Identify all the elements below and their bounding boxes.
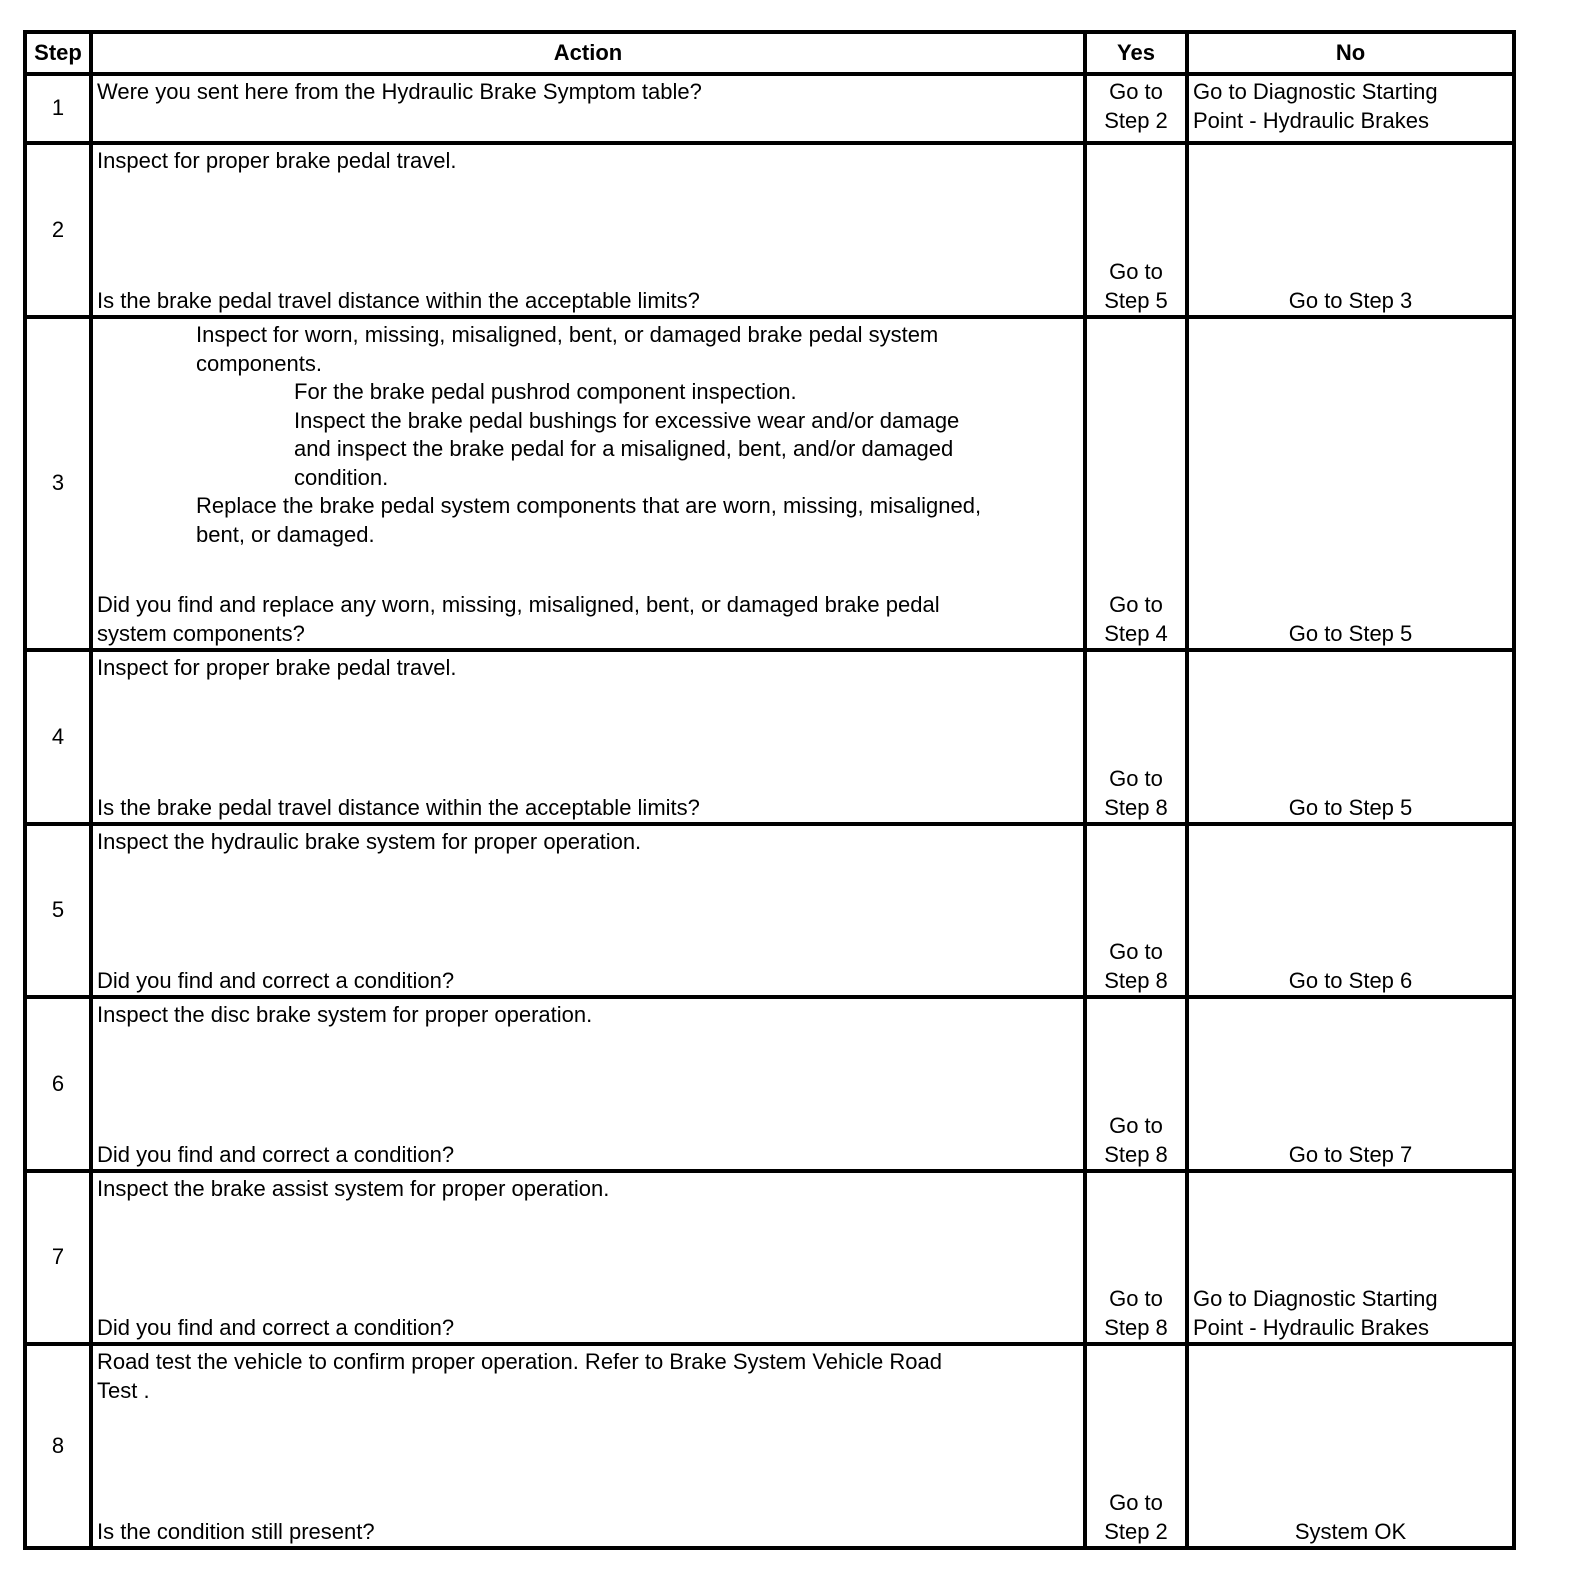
- diagnostic-table: [23, 30, 1516, 1550]
- header-action: Action: [93, 34, 1083, 72]
- yes-cell: [1087, 319, 1185, 648]
- yes-cell: [1087, 76, 1185, 141]
- no-line: Point - Hydraulic Brakes: [1193, 107, 1429, 133]
- question-text: Is the brake pedal travel distance within the acceptable limits?: [97, 794, 700, 820]
- yes-line: Step 5: [1104, 287, 1168, 313]
- action-text: Inspect the disc brake system for proper operation.: [97, 1002, 593, 1027]
- no-cell: [1189, 1346, 1512, 1546]
- no-cell: [1189, 76, 1512, 141]
- step-number: 7: [27, 1173, 89, 1342]
- step-number: 1: [27, 76, 89, 141]
- no-text: Go to Step 5: [1288, 794, 1413, 820]
- no-cell: [1189, 145, 1512, 315]
- header-step: Step: [27, 34, 89, 72]
- yes-text: [1087, 78, 1185, 135]
- action-cell: [93, 826, 1083, 995]
- yes-text: [1087, 1112, 1185, 1169]
- no-cell: [1189, 652, 1512, 822]
- yes-text: [1087, 1285, 1185, 1342]
- no-text: Go to Step 7: [1288, 1141, 1413, 1167]
- no-cell: [1189, 1173, 1512, 1342]
- action-cell: [93, 145, 1083, 315]
- no-text: System OK: [1294, 1518, 1407, 1544]
- yes-cell: [1087, 652, 1185, 822]
- yes-line: Step 8: [1104, 794, 1168, 820]
- no-cell: [1189, 319, 1512, 648]
- yes-line: Step 8: [1104, 967, 1168, 993]
- question-text: Did you find and correct a condition?: [97, 1141, 455, 1167]
- action-cell: [93, 652, 1083, 822]
- action-line: Inspect for worn, missing, misaligned, bent, or damaged brake pedal system: [196, 322, 939, 347]
- action-line: bent, or damaged.: [196, 521, 375, 547]
- yes-line: Go to: [1109, 259, 1163, 284]
- action-line: and inspect the brake pedal for a misaligned, bent, and/or damaged: [294, 436, 954, 461]
- yes-line: Go to: [1109, 592, 1163, 617]
- question-line: Did you find and replace any worn, missing, misaligned, bent, or damaged brake pedal: [97, 592, 940, 617]
- no-text: [1193, 1285, 1508, 1342]
- step-number: 6: [27, 999, 89, 1169]
- question-text: Is the condition still present?: [97, 1518, 375, 1544]
- yes-line: Go to: [1109, 1286, 1163, 1311]
- action-text: Inspect the brake assist system for proper operation.: [97, 1176, 610, 1201]
- action-line: condition.: [294, 464, 389, 490]
- no-line: Go to Diagnostic Starting: [1193, 79, 1438, 104]
- yes-line: Go to: [1109, 1490, 1163, 1515]
- yes-text: [1087, 938, 1185, 995]
- no-cell: [1189, 999, 1512, 1169]
- header-no: No: [1189, 34, 1512, 72]
- action-text: [97, 321, 1079, 549]
- yes-cell: [1087, 145, 1185, 315]
- action-line: components.: [196, 350, 322, 376]
- yes-cell: [1087, 1173, 1185, 1342]
- yes-text: [1087, 1489, 1185, 1546]
- action-cell: [93, 1173, 1083, 1342]
- no-line: Go to Diagnostic Starting: [1193, 1286, 1438, 1311]
- action-text: Inspect the hydraulic brake system for proper operation.: [97, 829, 642, 854]
- yes-cell: [1087, 999, 1185, 1169]
- header-yes: Yes: [1087, 34, 1185, 72]
- action-text: Were you sent here from the Hydraulic Brake Symptom table?: [97, 79, 702, 104]
- action-text: Inspect for proper brake pedal travel.: [97, 655, 457, 680]
- no-text: [1193, 78, 1508, 135]
- action-cell: [93, 76, 1083, 141]
- question-line: system components?: [97, 620, 305, 646]
- step-number: 2: [27, 145, 89, 315]
- no-line: Point - Hydraulic Brakes: [1193, 1314, 1429, 1340]
- no-text: Go to Step 5: [1288, 620, 1413, 646]
- question-text: [97, 591, 1079, 648]
- yes-line: Step 8: [1104, 1314, 1168, 1340]
- question-text: Did you find and correct a condition?: [97, 967, 455, 993]
- yes-line: Go to: [1109, 766, 1163, 791]
- step-number: 5: [27, 826, 89, 995]
- yes-line: Go to: [1109, 1113, 1163, 1138]
- yes-cell: [1087, 826, 1185, 995]
- yes-line: Step 8: [1104, 1141, 1168, 1167]
- action-line: Road test the vehicle to confirm proper operation. Refer to Brake System Vehicle Road: [97, 1349, 942, 1374]
- step-number: 3: [27, 319, 89, 648]
- yes-line: Go to: [1109, 939, 1163, 964]
- step-number: 8: [27, 1346, 89, 1546]
- action-cell: [93, 319, 1083, 648]
- yes-line: Step 2: [1104, 1518, 1168, 1544]
- step-number: 4: [27, 652, 89, 822]
- yes-text: [1087, 591, 1185, 648]
- action-cell: [93, 999, 1083, 1169]
- yes-text: [1087, 258, 1185, 315]
- no-text: Go to Step 3: [1288, 287, 1413, 313]
- yes-text: [1087, 765, 1185, 822]
- action-text: [97, 1348, 1079, 1405]
- action-line: For the brake pedal pushrod component inspection.: [294, 379, 797, 404]
- question-text: Is the brake pedal travel distance within the acceptable limits?: [97, 287, 700, 313]
- no-text: Go to Step 6: [1288, 967, 1413, 993]
- yes-line: Step 4: [1104, 620, 1168, 646]
- question-text: Did you find and correct a condition?: [97, 1314, 455, 1340]
- action-line: Inspect the brake pedal bushings for excessive wear and/or damage: [294, 407, 960, 433]
- action-text: Inspect for proper brake pedal travel.: [97, 148, 457, 173]
- yes-cell: [1087, 1346, 1185, 1546]
- action-line: Replace the brake pedal system components that are worn, missing, misaligned,: [196, 493, 982, 518]
- action-line: Test .: [97, 1377, 150, 1403]
- yes-line: Step 2: [1104, 107, 1168, 133]
- action-cell: [93, 1346, 1083, 1546]
- no-cell: [1189, 826, 1512, 995]
- yes-line: Go to: [1109, 79, 1163, 104]
